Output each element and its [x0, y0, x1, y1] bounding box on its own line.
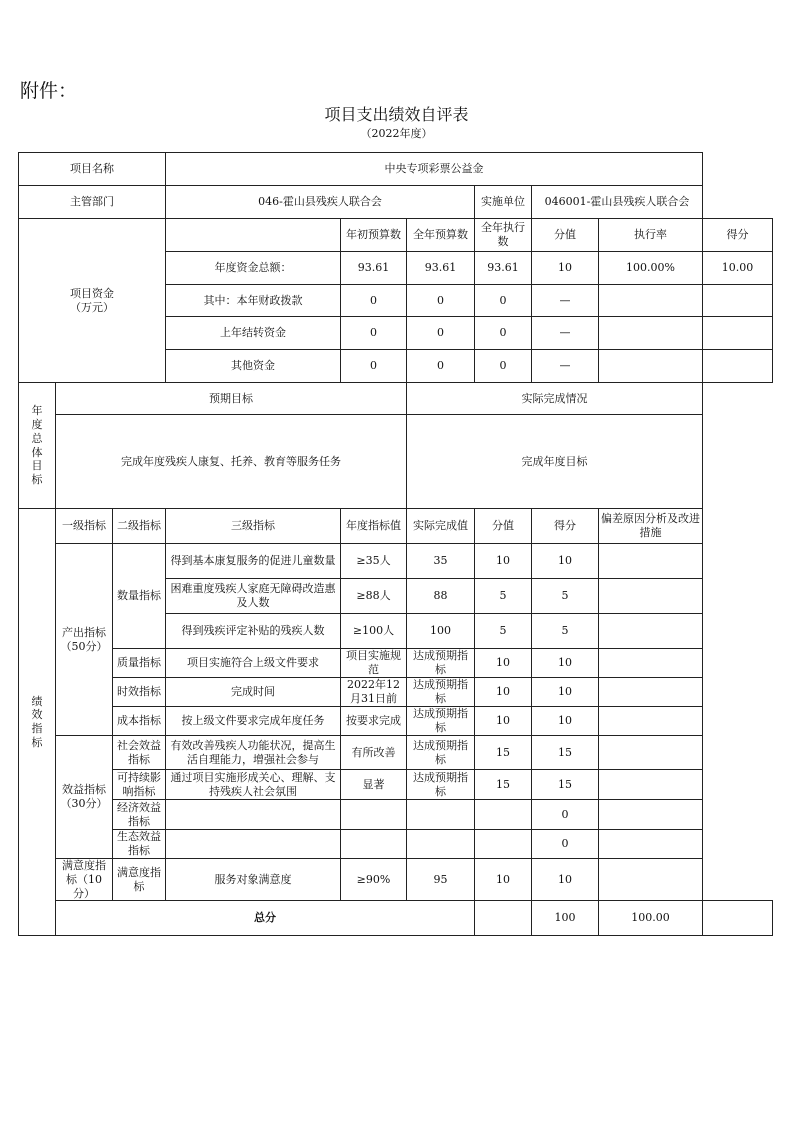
indicator-name: 得到基本康复服务的促进儿童数量: [166, 544, 341, 579]
indicator-header-cell: 三级指标: [166, 509, 341, 544]
evaluation-table: [18, 152, 773, 936]
funds-cell: 0: [475, 317, 532, 350]
total-score: 100.00: [599, 901, 703, 936]
indicator-header-cell: 分值: [475, 509, 532, 544]
indicator-name: [166, 800, 341, 830]
indicator-name: 得到残疾评定补贴的残疾人数: [166, 614, 341, 649]
funds-header-cell: 分值: [532, 219, 599, 252]
indicator-deviation: [599, 736, 703, 770]
indicator-value: 10: [475, 707, 532, 736]
indicator-score: 10: [532, 707, 599, 736]
indicator-deviation: [599, 707, 703, 736]
indicator-target: 按要求完成: [341, 707, 407, 736]
project-name-label: 项目名称: [19, 153, 166, 186]
funds-cell: —: [532, 317, 599, 350]
funds-header-cell: 执行率: [599, 219, 703, 252]
indicator-deviation: [599, 544, 703, 579]
indicator-value: [475, 830, 532, 859]
indicator-deviation: [599, 770, 703, 800]
total-value: 100: [532, 901, 599, 936]
indicator-deviation: [599, 678, 703, 707]
dept-label: 主管部门: [19, 186, 166, 219]
indicator-score: 5: [532, 614, 599, 649]
funds-cell: 0: [407, 350, 475, 383]
indicator-actual: [407, 830, 475, 859]
indicator-actual: 达成预期指标: [407, 678, 475, 707]
indicator-actual: 达成预期指标: [407, 707, 475, 736]
funds-cell: —: [532, 285, 599, 317]
funds-cell: 0: [341, 317, 407, 350]
funds-row-label: 其他资金: [166, 350, 341, 383]
benefit-indicator-label: 效益指标 （30分）: [56, 736, 113, 859]
timeliness-indicator-label: 时效指标: [113, 678, 166, 707]
indicator-score: 0: [532, 800, 599, 830]
indicator-value: 15: [475, 770, 532, 800]
indicator-actual: 88: [407, 579, 475, 614]
indicator-header-cell: 年度指标值: [341, 509, 407, 544]
indicator-target: [341, 830, 407, 859]
indicator-target: 2022年12月31日前: [341, 678, 407, 707]
indicator-value: [475, 800, 532, 830]
sustain-indicator-label: 可持续影响指标: [113, 770, 166, 800]
funds-cell: [599, 350, 703, 383]
indicator-actual: 达成预期指标: [407, 736, 475, 770]
indicator-deviation: [599, 614, 703, 649]
funds-cell: [703, 317, 773, 350]
funds-cell: 0: [407, 285, 475, 317]
indicator-actual: 100: [407, 614, 475, 649]
funds-cell: 93.61: [475, 252, 532, 285]
indicator-target: ≥100人: [341, 614, 407, 649]
quantity-indicator-label: 数量指标: [113, 544, 166, 649]
total-label: 总分: [56, 901, 475, 936]
indicators-label: 绩 效 指 标: [19, 509, 56, 936]
ecological-indicator-label: 生态效益指标: [113, 830, 166, 859]
funds-row-label: 上年结转资金: [166, 317, 341, 350]
indicator-value: 10: [475, 678, 532, 707]
economic-indicator-label: 经济效益指标: [113, 800, 166, 830]
funds-cell: 10.00: [703, 252, 773, 285]
funds-cell: [703, 285, 773, 317]
funds-cell: 93.61: [407, 252, 475, 285]
indicator-score: 10: [532, 544, 599, 579]
funds-cell: [703, 350, 773, 383]
indicator-actual: 35: [407, 544, 475, 579]
indicator-value: 10: [475, 859, 532, 901]
indicator-header-cell: 实际完成值: [407, 509, 475, 544]
indicator-header-cell: 偏差原因分析及改进措施: [599, 509, 703, 544]
indicator-target: ≥88人: [341, 579, 407, 614]
funds-header-cell: 全年执行数: [475, 219, 532, 252]
indicator-score: 10: [532, 859, 599, 901]
indicator-target: 有所改善: [341, 736, 407, 770]
indicator-header-cell: 得分: [532, 509, 599, 544]
dept-value: 046-霍山县残疾人联合会: [166, 186, 475, 219]
indicator-score: 0: [532, 830, 599, 859]
funds-header-cell: 全年预算数: [407, 219, 475, 252]
indicator-score: 5: [532, 579, 599, 614]
indicator-value: 5: [475, 579, 532, 614]
indicator-name: 困难重度残疾人家庭无障碍改造惠及人数: [166, 579, 341, 614]
funds-cell: 0: [475, 350, 532, 383]
indicator-value: 10: [475, 649, 532, 678]
indicator-value: 10: [475, 544, 532, 579]
actual-goal-text: 完成年度目标: [407, 415, 703, 509]
funds-label: 项目资金 （万元）: [19, 219, 166, 383]
indicator-actual: [407, 800, 475, 830]
funds-header-blank: [166, 219, 341, 252]
indicator-target: ≥35人: [341, 544, 407, 579]
output-indicator-label: 产出指标 （50分）: [56, 544, 113, 736]
total-deviation: [703, 901, 773, 936]
funds-cell: 0: [475, 285, 532, 317]
indicator-name: 有效改善残疾人功能状况，提高生活自理能力，增强社会参与: [166, 736, 341, 770]
indicator-name: 按上级文件要求完成年度任务: [166, 707, 341, 736]
indicator-target: 项目实施规范: [341, 649, 407, 678]
indicator-value: 15: [475, 736, 532, 770]
indicator-name: 服务对象满意度: [166, 859, 341, 901]
funds-cell: 100.00%: [599, 252, 703, 285]
funds-cell: [599, 285, 703, 317]
funds-cell: [599, 317, 703, 350]
total-blank: [475, 901, 532, 936]
indicator-header-cell: 二级指标: [113, 509, 166, 544]
funds-cell: 10: [532, 252, 599, 285]
page-title: 项目支出绩效自评表: [324, 105, 469, 124]
indicator-deviation: [599, 800, 703, 830]
indicator-deviation: [599, 649, 703, 678]
social-indicator-label: 社会效益指标: [113, 736, 166, 770]
indicator-deviation: [599, 859, 703, 901]
quality-indicator-label: 质量指标: [113, 649, 166, 678]
funds-row-label: 年度资金总额：: [166, 252, 341, 285]
funds-header-cell: 得分: [703, 219, 773, 252]
cost-indicator-label: 成本指标: [113, 707, 166, 736]
indicator-name: 项目实施符合上级文件要求: [166, 649, 341, 678]
indicator-name: 通过项目实施形成关心、理解、支持残疾人社会氛围: [166, 770, 341, 800]
expected-goal-header: 预期目标: [56, 383, 407, 415]
project-name-value: 中央专项彩票公益金: [166, 153, 703, 186]
indicator-deviation: [599, 830, 703, 859]
indicator-target: 显著: [341, 770, 407, 800]
indicator-header-cell: 一级指标: [56, 509, 113, 544]
satisfaction-group-label: 满意度指标（10分）: [56, 859, 113, 901]
indicator-score: 15: [532, 770, 599, 800]
expected-goal-text: 完成年度残疾人康复、托养、教育等服务任务: [56, 415, 407, 509]
unit-value: 046001-霍山县残疾人联合会: [532, 186, 703, 219]
indicator-deviation: [599, 579, 703, 614]
indicator-score: 10: [532, 649, 599, 678]
indicator-target: ≥90%: [341, 859, 407, 901]
indicator-name: 完成时间: [166, 678, 341, 707]
actual-goal-header: 实际完成情况: [407, 383, 703, 415]
funds-cell: 93.61: [341, 252, 407, 285]
funds-row-label: 其中：本年财政拨款: [166, 285, 341, 317]
indicator-actual: 达成预期指标: [407, 649, 475, 678]
indicator-name: [166, 830, 341, 859]
satisfaction-indicator-label: 满意度指标: [113, 859, 166, 901]
funds-cell: —: [532, 350, 599, 383]
indicator-actual: 95: [407, 859, 475, 901]
goals-label: 年 度 总 体 目 标: [19, 383, 56, 509]
indicator-actual: 达成预期指标: [407, 770, 475, 800]
indicator-value: 5: [475, 614, 532, 649]
indicator-target: [341, 800, 407, 830]
year-label: （2022年度）: [360, 127, 433, 140]
funds-cell: 0: [341, 350, 407, 383]
funds-cell: 0: [407, 317, 475, 350]
funds-header-cell: 年初预算数: [341, 219, 407, 252]
funds-cell: 0: [341, 285, 407, 317]
indicator-score: 10: [532, 678, 599, 707]
unit-label: 实施单位: [475, 186, 532, 219]
attachment-label: 附件：: [20, 80, 78, 102]
indicator-score: 15: [532, 736, 599, 770]
